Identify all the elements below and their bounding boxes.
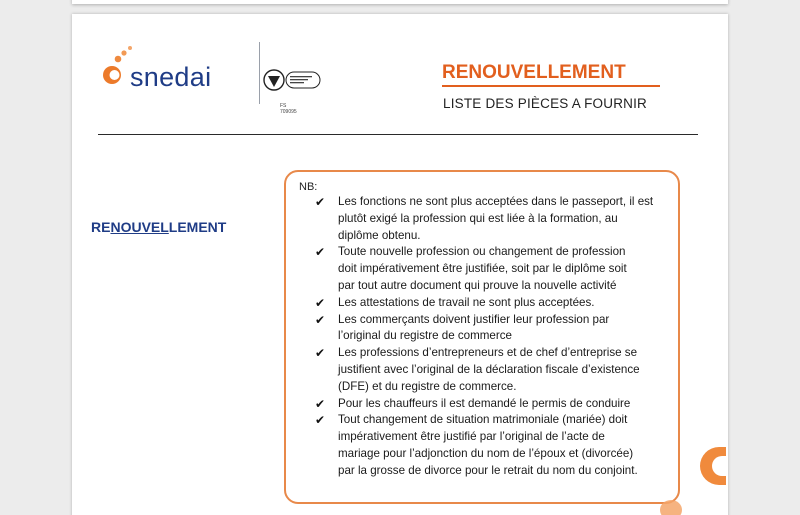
checkmark-icon: ✔ — [315, 396, 326, 411]
previous-page-edge — [72, 0, 728, 4]
logo-separator — [259, 42, 260, 104]
list-item: ✔ Les commerçants doivent justifier leur profession par l’original du registre de commerce — [315, 312, 610, 343]
checkmark-icon: ✔ — [315, 295, 326, 310]
page-subtitle: LISTE DES PIÈCES A FOURNIR — [443, 96, 648, 111]
checkmark-icon: ✔ — [315, 346, 326, 361]
nb-list — [302, 194, 674, 480]
snedai-logo — [102, 42, 302, 115]
checkmark-icon: ✔ — [315, 413, 326, 428]
decorative-orange-shape-inner — [712, 456, 726, 476]
nb-notes-box — [284, 170, 680, 504]
certification-code: FS 709095 — [280, 103, 297, 115]
list-item: ✔ Tout changement de situation matrimoniale (mariée) doit impérativement être justifié par l’original de l’acte de mariage pour l’adjonction du nom de l’époux et (divorcée) par la grosse de divorce pour le retrait du nom du conjoint. — [315, 413, 638, 477]
checkmark-icon: ✔ — [315, 312, 326, 327]
header-divider — [98, 134, 698, 135]
checkmark-icon: ✔ — [315, 245, 326, 260]
nb-label: NB: — [299, 181, 318, 193]
list-item: ✔ Les fonctions ne sont plus acceptées dans le passeport, il est plutôt exigé la profession qui est liée à la formation, au diplôme obtenu. — [315, 195, 654, 242]
list-item: ✔ Toute nouvelle profession ou changement de profession doit impérativement être justifiée, soit par le diplôme soit par tout autre document qui prouve la nouvelle activité — [315, 245, 627, 292]
list-item: ✔ Les professions d’entrepreneurs et de chef d’entreprise se justifient avec l’original de la déclaration fiscale d’existence (DFE) et du registre de commerce. — [315, 346, 640, 393]
decorative-orange-dot — [660, 500, 682, 515]
list-item: ✔ Les attestations de travail ne sont plus acceptées. — [315, 295, 595, 310]
title-underline — [442, 85, 660, 87]
list-item: ✔ Pour les chauffeurs il est demandé le permis de conduire — [315, 396, 631, 411]
logo-wordmark: snedai — [130, 62, 212, 92]
checkmark-icon: ✔ — [315, 195, 326, 209]
page-title: RENOUVELLEMENT — [442, 62, 626, 83]
bureau-veritas-certification-icon — [262, 67, 322, 105]
document-page — [72, 14, 728, 515]
section-title: RENOUVELLEMENT — [91, 219, 227, 235]
